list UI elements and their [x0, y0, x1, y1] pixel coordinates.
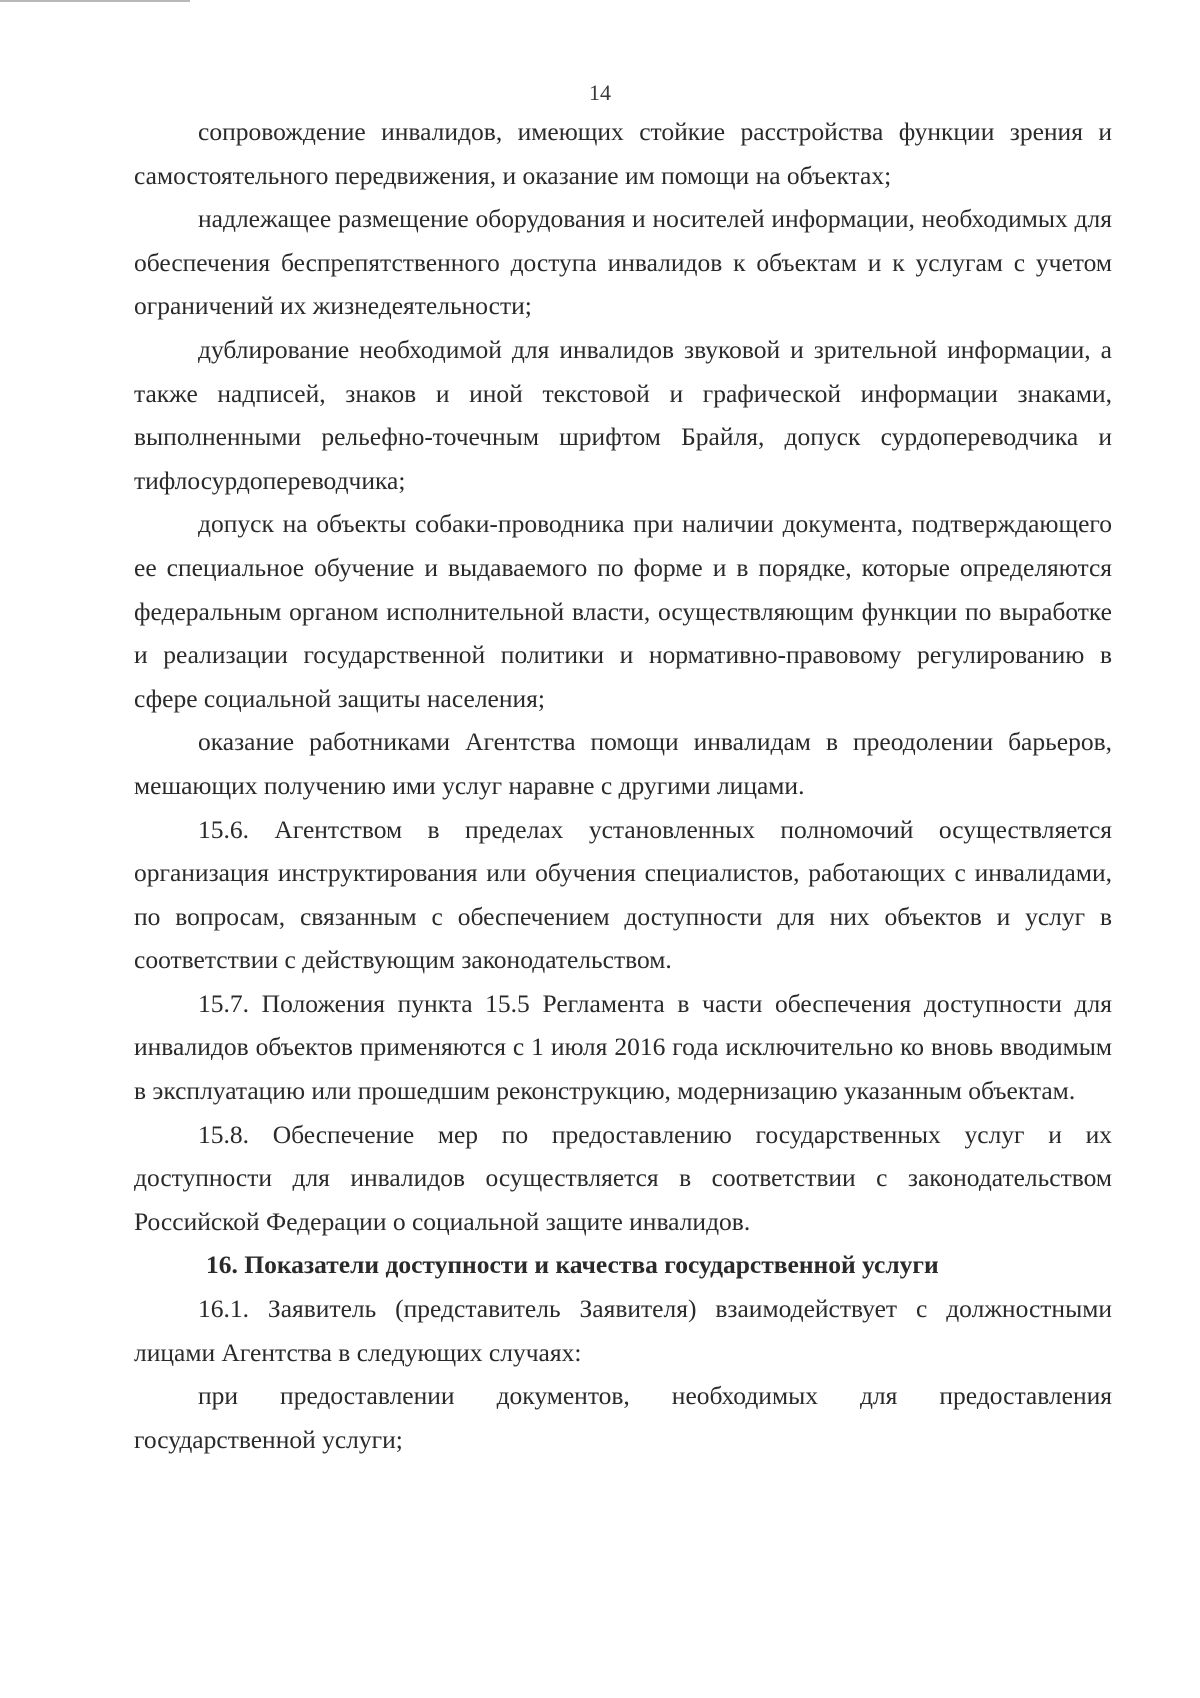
paragraph-15-6: 15.6. Агентством в пределах установленных полномочий осуществляется организация инструктирования или обучения специалистов, работающих с инвалидами, по вопросам, связанным с обеспечением доступности для них объектов и услуг в соответствии с действующим законодательством.	[134, 814, 1112, 975]
paragraph-15-8: 15.8. Обеспечение мер по предоставлению государственных услуг и их доступности для инвалидов осуществляется в соответствии с законодательством Российской Федерации о социальной защите инвалидов.	[134, 1119, 1112, 1236]
document-body	[134, 110, 1112, 1461]
page-number: 14	[589, 80, 611, 105]
paragraph-staff-assistance: оказание работниками Агентства помощи инвалидам в преодолении барьеров, мешающих получению ими услуг наравне с другими лицами.	[134, 727, 1112, 800]
paragraph-documents-submission: при предоставлении документов, необходимых для предоставления государственной услуги;	[134, 1381, 1112, 1454]
paragraph-guide-dog-access: допуск на объекты собаки-проводника при наличии документа, подтверждающего ее специальное обучение и выдаваемого по форме и в порядке, которые определяются федеральным органом исполнительной власти, осуществляющим функции по выработке и реализации государственной политики и нормативно-правовому регулированию в сфере социальной защиты населения;	[134, 509, 1112, 713]
paragraph-15-7: 15.7. Положения пункта 15.5 Регламента в части обеспечения доступности для инвалидов объектов применяются с 1 июля 2016 года исключительно ко вновь вводимым в эксплуатацию или прошедшим реконструкцию, модернизацию указанным объектам.	[134, 988, 1112, 1106]
paragraph-16-1: 16.1. Заявитель (представитель Заявителя) взаимодействует с должностными лицами Агентства в следующих случаях:	[134, 1294, 1112, 1367]
paragraph-equipment-placement: надлежащее размещение оборудования и носителей информации, необходимых для обеспечения беспрепятственного доступа инвалидов к объектам и к услугам с учетом ограничений их жизнедеятельности;	[134, 204, 1112, 321]
paragraph-escort-disabled: сопровождение инвалидов, имеющих стойкие расстройства функции зрения и самостоятельного передвижения, и оказание им помощи на объектах;	[134, 117, 1112, 190]
paragraph-info-duplication: дублирование необходимой для инвалидов звуковой и зрительной информации, а также надписей, знаков и иной текстовой и графической информации знаками, выполненными рельефно-точечным шрифтом Брайля, допуск сурдопереводчика и тифлосурдопереводчика;	[134, 334, 1112, 495]
scan-edge-line	[0, 0, 190, 2]
section-heading-16: 16. Показатели доступности и качества государственной услуги	[206, 1250, 939, 1280]
